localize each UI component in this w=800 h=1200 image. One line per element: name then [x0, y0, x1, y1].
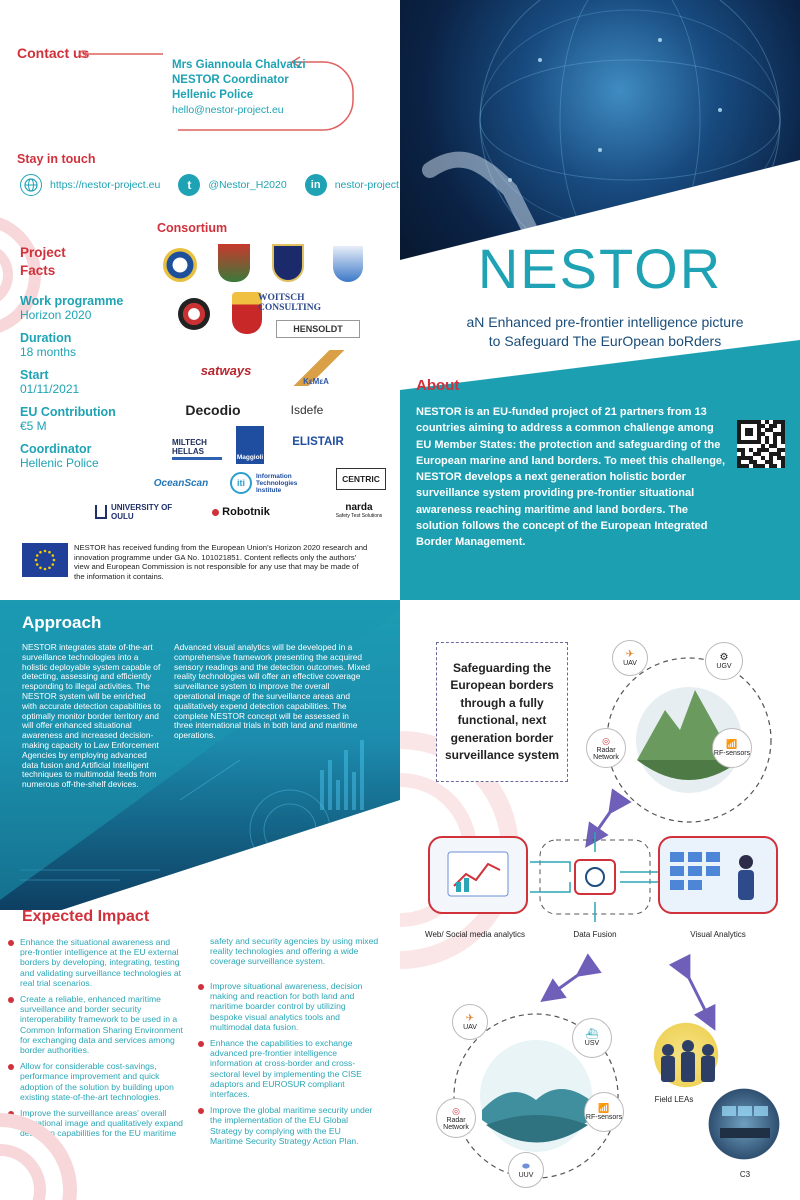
- brand-panel: [400, 0, 800, 600]
- oulu-mark-icon: [95, 505, 107, 519]
- qr-module: [753, 440, 757, 444]
- tagline-line1: aN Enhanced pre-frontier intelligence picture: [466, 314, 744, 330]
- qr-module: [773, 424, 777, 428]
- land-uav-label: UAV: [623, 660, 637, 667]
- consortium-title: Consortium: [157, 221, 228, 235]
- decodio-logo: Decodio: [185, 402, 241, 418]
- visual-analytics-label: Visual Analytics: [690, 930, 746, 939]
- sea-uuv-node: ⬬ UUV: [508, 1152, 544, 1188]
- globe-icon: [20, 174, 42, 196]
- qr-module: [769, 444, 773, 448]
- qr-module: [773, 452, 777, 456]
- eu-star-icon: [44, 568, 47, 571]
- eu-star-icon: [39, 551, 42, 554]
- impact-bullet: Improve the surveillance areas’ overall operational image and qualitatively expand detection capabilities for the EU maritime: [8, 1108, 186, 1139]
- linkedin-link[interactable]: nestor-project: [334, 179, 399, 191]
- c3-control-room-image: [704, 1084, 784, 1164]
- data-fusion-circuit: [530, 832, 660, 922]
- qr-module: [765, 420, 769, 424]
- qr-module: [761, 448, 765, 452]
- qr-module: [745, 420, 749, 424]
- nestor-logo: [450, 240, 750, 300]
- eu-star-icon: [48, 566, 51, 569]
- qr-module: [781, 436, 785, 440]
- nestor-logo-text: NESTOR: [477, 238, 723, 300]
- qr-module: [769, 424, 773, 428]
- social-row: [20, 174, 399, 196]
- eu-star-icon: [51, 554, 54, 557]
- centric-logo: CENTRIC: [336, 468, 386, 490]
- twitter-link[interactable]: @Nestor_H2020: [208, 179, 287, 191]
- qr-module: [749, 456, 753, 460]
- sea-uav-label: UAV: [463, 1024, 477, 1031]
- qr-module: [737, 424, 741, 428]
- fact-item: [20, 405, 150, 433]
- eu-flag: [22, 543, 68, 577]
- qr-module: [781, 448, 785, 452]
- qr-module: [781, 428, 785, 432]
- qr-module: [769, 428, 773, 432]
- qr-module: [753, 464, 757, 468]
- officers-icon: [646, 1020, 726, 1090]
- land-rf-node: 📶 RF-sensors: [712, 728, 752, 768]
- qr-module: [773, 432, 777, 436]
- qr-module: [757, 428, 761, 432]
- qr-module: [757, 432, 761, 436]
- qr-module: [737, 440, 741, 444]
- diagram-panel: [400, 600, 800, 1200]
- qr-module: [741, 452, 745, 456]
- qr-module: [769, 464, 773, 468]
- bulgarian-police-logo: [218, 244, 250, 282]
- land-ugv-label: UGV: [716, 663, 732, 670]
- contact-title: Contact us: [17, 45, 90, 61]
- qr-module: [773, 436, 777, 440]
- qr-module: [765, 460, 769, 464]
- qr-module: [769, 456, 773, 460]
- narda-logo-sub: Safety Test Solutions: [335, 513, 383, 519]
- qr-module: [757, 440, 761, 444]
- sea-uuv-label: UUV: [518, 1172, 534, 1179]
- oceanscan-logo: OceanScan: [153, 477, 209, 489]
- qr-module: [753, 452, 757, 456]
- stay-title: Stay in touch: [17, 152, 96, 166]
- impact-bullet: Improve the global maritime security under the implementation of the EU Global Strategy by complying with the EU Maritime Security Strategy Action Plan.: [198, 1105, 376, 1146]
- qr-module: [781, 424, 785, 428]
- fact-item: [20, 442, 150, 470]
- visual-analytics-card: [658, 836, 778, 914]
- land-ugv-node: ⚙ UGV: [705, 642, 743, 680]
- control-room-icon: [704, 1084, 784, 1164]
- fact-item: [20, 331, 150, 359]
- web-analytics-label: Web/ Social media analytics: [425, 930, 525, 939]
- fact-value: Hellenic Police: [20, 456, 99, 470]
- qr-module: [737, 456, 741, 460]
- eu-stars-icon: [30, 547, 60, 573]
- miltech-logo: MILTECH HELLAS: [172, 436, 222, 460]
- qr-module: [781, 420, 785, 424]
- fact-label: Work programme: [20, 294, 124, 308]
- eu-star-icon: [44, 550, 47, 553]
- qr-module: [749, 448, 753, 452]
- robotnik-logo: [206, 502, 276, 522]
- website-link[interactable]: https://nestor-project.eu: [50, 179, 161, 191]
- police-shield-logo: [272, 244, 304, 282]
- approach-title: Approach: [22, 613, 102, 632]
- iti-logo: [230, 470, 320, 496]
- fact-label: EU Contribution: [20, 405, 116, 419]
- qr-module: [777, 432, 781, 436]
- qr-module: [741, 448, 745, 452]
- qr-module: [761, 424, 765, 428]
- contact-email[interactable]: hello@nestor-project.eu: [172, 104, 284, 116]
- narda-logo-text: narda: [345, 502, 373, 513]
- qr-module: [777, 452, 781, 456]
- nestor-logo-mark: [450, 238, 750, 302]
- qr-module: [757, 420, 761, 424]
- c3-label: C3: [739, 1170, 751, 1179]
- land-uav-node: ✈ UAV: [612, 640, 648, 676]
- diagram-headline: Safeguarding the European borders through a fully functional, next generation border surveillance system: [436, 642, 568, 782]
- eu-star-icon: [39, 566, 42, 569]
- qr-code-icon[interactable]: [737, 420, 785, 468]
- qr-module: [777, 448, 781, 452]
- fact-label: Duration: [20, 331, 72, 345]
- fact-item: [20, 368, 150, 396]
- contact-details: [172, 58, 306, 118]
- qr-module: [745, 428, 749, 432]
- qr-module: [757, 436, 761, 440]
- impact-bullet: Enhance the situational awareness and pre-frontier intelligence at the EU external borders by developing, integrating, testing and validating surveillance technologies at real trial scenarios.: [8, 937, 186, 988]
- visual-analytics-icon: [660, 838, 776, 912]
- land-radar-label: Radar Network: [593, 746, 619, 761]
- qr-module: [749, 428, 753, 432]
- qr-module: [773, 444, 777, 448]
- qr-module: [761, 444, 765, 448]
- contact-role: NESTOR Coordinator: [172, 74, 289, 86]
- eu-star-icon: [35, 559, 38, 562]
- qr-module: [749, 432, 753, 436]
- qr-module: [765, 448, 769, 452]
- robotnik-dot-icon: [212, 509, 219, 516]
- impact-bullet: Allow for considerable cost-savings, performance improvement and quick adoption of the solution by building upon existing state-of-the-art technologies.: [8, 1061, 186, 1102]
- approach-panel: [0, 600, 400, 1200]
- qr-module: [757, 424, 761, 428]
- kemea-logo: KεMεA: [284, 350, 348, 386]
- eu-star-icon: [36, 563, 39, 566]
- brand-tagline: [420, 313, 790, 351]
- qr-module: [753, 460, 757, 464]
- facts-title-line2: Facts: [20, 263, 56, 278]
- elistair-logo: ELISTAIR: [292, 436, 344, 448]
- qr-module: [749, 460, 753, 464]
- qr-module: [773, 420, 777, 424]
- qr-module: [745, 432, 749, 436]
- approach-col1: NESTOR integrates state of-the-art surveillance technologies into a holistic deployable system capable of detecting, assessing and efficiently responding to illegal activities. The NESTOR system will be enriched with accurate detection capabilities to optimally monitor border territory and will offer enhanced situational awareness and increased decision-making capacity to Law Enforcement Agencies by employing advanced data fusion and Artificial Intelligent techniques to multimodal feeds from numerous off-the-shelf devices.: [22, 642, 161, 790]
- eu-funding-notice: NESTOR has received funding from the European Union’s Horizon 2020 research and innovation programme under GA No. 101021851. Content reflects only the authors’ view and European Commission is not responsible for any use that may be made of the information it contains.: [74, 543, 368, 581]
- oulu-logo-text: UNIVERSITY OF OULU: [110, 503, 173, 521]
- qr-module: [781, 440, 785, 444]
- qr-module: [777, 456, 781, 460]
- sea-rf-node: 📶 RF-sensors: [584, 1092, 624, 1132]
- qr-module: [761, 464, 765, 468]
- qr-module: [741, 440, 745, 444]
- impact-col2: [198, 981, 376, 1152]
- qr-module: [737, 448, 741, 452]
- linkedin-icon[interactable]: in: [305, 174, 327, 196]
- eu-star-icon: [48, 551, 51, 554]
- contact-name: Mrs Giannoula Chalvatzi: [172, 59, 306, 71]
- land-radar-node: ◎ Radar Network: [586, 728, 626, 768]
- qr-module: [757, 448, 761, 452]
- qr-module: [737, 460, 741, 464]
- qr-module: [737, 420, 741, 424]
- web-analytics-card: [428, 836, 528, 914]
- qr-module: [737, 436, 741, 440]
- qr-module: [773, 440, 777, 444]
- qr-module: [745, 464, 749, 468]
- maggioli-logo: Maggioli: [236, 426, 264, 464]
- fact-value: 01/11/2021: [20, 382, 80, 396]
- robotnik-logo-text: Robotnik: [222, 506, 270, 518]
- qr-module: [765, 428, 769, 432]
- qr-module: [769, 452, 773, 456]
- decorative-radar-bottom: [0, 1070, 90, 1200]
- qr-module: [745, 440, 749, 444]
- qr-module: [765, 440, 769, 444]
- facts-list: [20, 294, 150, 479]
- iti-mark-icon: iti: [230, 472, 252, 494]
- approach-col2: Advanced visual analytics will be developed in a comprehensive framework presenting the acquired sensory readings and the detection outcomes. Mixed reality technologies will offer an effective coverage surveillance system to improve the overall operational image of the surveillance areas and qualitatively expend detection capabilities. The complete NESTOR concept will be assessed in three international trials in both land and maritime operations.: [174, 642, 370, 741]
- contact-org: Hellenic Police: [172, 89, 254, 101]
- land-rf-label: RF-sensors: [713, 750, 751, 757]
- fact-label: Start: [20, 368, 49, 382]
- sea-radar-label: Radar Network: [443, 1116, 469, 1131]
- about-text: NESTOR is an EU-funded project of 21 partners from 13 countries aiming to address a common challenge among EU Member States: the protection and safeguarding of the European marine and land borders. To meet this challenge, NESTOR develops a next generation holistic border surveillance system providing pre-frontier situational awareness reaching maritime and land borders. The solution follows the concept of the European Integrated Border Management.: [416, 406, 726, 549]
- qr-module: [753, 420, 757, 424]
- qr-module: [737, 464, 741, 468]
- sea-rf-label: RF-sensors: [585, 1114, 623, 1121]
- qr-module: [741, 464, 745, 468]
- qr-module: [761, 456, 765, 460]
- fact-value: 18 months: [20, 345, 77, 359]
- woitsch-logo: WOITSCH CONSULTING: [258, 293, 322, 313]
- qr-module: [757, 452, 761, 456]
- qr-module: [745, 456, 749, 460]
- satways-logo: satways: [200, 362, 252, 378]
- hellenic-police-logo: [163, 248, 197, 282]
- qr-module: [741, 456, 745, 460]
- eu-star-icon: [53, 559, 56, 562]
- isdefe-logo: Isdefe: [290, 403, 324, 417]
- impact-bullet: Improve situational awareness, decision making and reaction for both land and maritime boarder control by utilizing bespoke visual analytics tools and multimodal data fusion.: [198, 981, 376, 1032]
- impact-bullet: Create a reliable, enhanced maritime surveillance and border security interoperability framework to be used in a Common Information Sharing Environment for exchanging data and services among border authorities.: [8, 994, 186, 1055]
- qr-module: [773, 464, 777, 468]
- sea-usv-label: USV: [584, 1040, 600, 1047]
- coast-guard-logo: [333, 246, 363, 282]
- qr-module: [769, 460, 773, 464]
- about-title: About: [416, 377, 460, 394]
- narda-logo: [334, 500, 384, 524]
- analytics-chart-icon: [430, 838, 526, 912]
- qr-module: [749, 420, 753, 424]
- qr-module: [781, 464, 785, 468]
- qr-module: [781, 456, 785, 460]
- eu-star-icon: [51, 563, 54, 566]
- qr-module: [749, 440, 753, 444]
- fact-value: €5 M: [20, 419, 47, 433]
- facts-title: [20, 244, 66, 280]
- impact-bullet: Enhance the capabilities to exchange advanced pre-frontier intelligence information at cross-border and cross-sectoral level by implementing the CISE adaptors and EUROSUR compliant interfaces.: [198, 1038, 376, 1099]
- fact-value: Horizon 2020: [20, 308, 92, 322]
- sea-usv-node: ⛴ USV: [572, 1018, 612, 1058]
- impact-col2-continuation: safety and security agencies by using mixed reality technologies and offering a wide coverage surveillance system.: [210, 936, 379, 967]
- qr-module: [781, 432, 785, 436]
- fact-label: Coordinator: [20, 442, 92, 456]
- field-leas-label: Field LEAs: [654, 1095, 694, 1104]
- sea-uav-node: ✈ UAV: [452, 1004, 488, 1040]
- qr-module: [741, 420, 745, 424]
- qr-module: [737, 428, 741, 432]
- fact-item: [20, 294, 150, 322]
- contact-panel: [0, 0, 400, 600]
- field-leas-image: [646, 1020, 726, 1090]
- twitter-icon[interactable]: t: [178, 174, 200, 196]
- impact-title: Expected Impact: [22, 908, 150, 925]
- qr-module: [737, 432, 741, 436]
- iti-logo-text: Information Technologies Institute: [256, 472, 298, 494]
- red-cross-badge-logo: [178, 298, 210, 330]
- qr-module: [765, 436, 769, 440]
- tagline-line2: to Safeguard The EurOpean boRders: [488, 333, 722, 349]
- qr-module: [777, 420, 781, 424]
- data-fusion-label: Data Fusion: [573, 930, 617, 939]
- qr-module: [757, 464, 761, 468]
- oulu-logo: [95, 500, 197, 524]
- qr-module: [761, 432, 765, 436]
- qr-module: [781, 460, 785, 464]
- eu-star-icon: [36, 554, 39, 557]
- sea-radar-node: ◎ Radar Network: [436, 1098, 476, 1138]
- facts-title-line1: Project: [20, 245, 66, 260]
- hensoldt-logo: HENSOLDT: [276, 320, 360, 338]
